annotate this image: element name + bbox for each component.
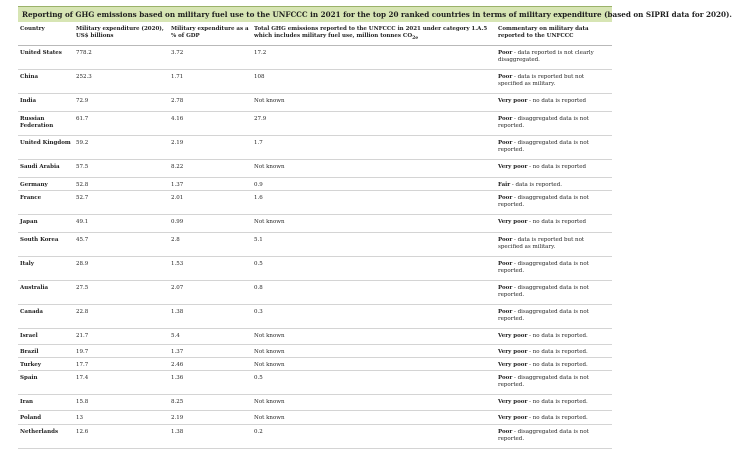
commentary-cell [496, 190, 612, 214]
country-cell: Japan [20, 218, 38, 225]
expenditure-cell: 61.7 [76, 115, 89, 122]
country-cell: Poland [20, 414, 42, 421]
table-row [18, 177, 612, 190]
comment-text: - disaggregated data is not reported. [498, 194, 589, 208]
table-row [18, 45, 612, 69]
comment-text: - no data is reported. [527, 361, 588, 368]
table-row [18, 69, 612, 93]
gdp-cell: 1.53 [171, 260, 184, 267]
expenditure-cell: 12.6 [76, 428, 89, 435]
gdp-cell: 1.71 [171, 73, 184, 80]
expenditure-cell: 15.8 [76, 398, 89, 405]
emissions-cell: 17.2 [254, 49, 267, 56]
gdp-cell: 1.38 [171, 428, 184, 435]
emissions-cell: 0.5 [254, 260, 263, 267]
emissions-cell: 0.3 [254, 308, 263, 315]
country-cell: Brazil [20, 348, 39, 355]
gdp-cell: 1.37 [171, 181, 184, 188]
expenditure-cell: 49.1 [76, 218, 89, 225]
table-row [18, 214, 612, 232]
emissions-cell: Not known [254, 218, 285, 225]
rating-label: Poor [498, 260, 513, 267]
rating-label: Poor [498, 139, 513, 146]
commentary-cell [496, 232, 612, 256]
country-cell: China [20, 73, 39, 80]
gdp-cell: 5.4 [171, 332, 180, 339]
table-row [18, 394, 612, 410]
rating-label: Poor [498, 73, 513, 80]
commentary-cell [496, 370, 612, 394]
comment-text: - data is reported. [510, 181, 562, 188]
emissions-cell: Not known [254, 398, 285, 405]
rating-label: Poor [498, 115, 513, 122]
country-cell: Germany [20, 181, 48, 188]
expenditure-cell: 17.4 [76, 374, 89, 381]
header-row [18, 24, 612, 45]
rating-label: Very poor [498, 332, 528, 339]
commentary-cell [496, 177, 612, 190]
commentary-cell [496, 304, 612, 328]
gdp-cell: 2.46 [171, 361, 184, 368]
comment-text: - disaggregated data is not reported. [498, 139, 589, 153]
gdp-cell: 3.72 [171, 49, 184, 56]
comment-text: - disaggregated data is not reported. [498, 308, 589, 322]
emissions-cell: Not known [254, 97, 285, 104]
commentary-cell [496, 69, 612, 93]
comment-text: - disaggregated data is not reported. [498, 284, 589, 298]
commentary-cell [496, 159, 612, 177]
rating-label: Very poor [498, 361, 528, 368]
comment-text: - data is reported but not specified as military. [498, 73, 585, 87]
expenditure-cell: 57.5 [76, 163, 89, 170]
emissions-cell: 1.7 [254, 139, 263, 146]
commentary-cell [496, 45, 612, 69]
header-emissions [252, 24, 496, 45]
country-cell: Canada [20, 308, 43, 315]
commentary-cell [496, 410, 612, 424]
table-row [18, 370, 612, 394]
expenditure-cell: 28.9 [76, 260, 89, 267]
country-cell: Saudi Arabia [20, 163, 60, 170]
header-commentary: Commentary on military data reported to the UNFCCC [498, 26, 589, 39]
rating-label: Poor [498, 428, 513, 435]
expenditure-cell: 52.8 [76, 181, 89, 188]
country-cell: Israel [20, 332, 38, 339]
table-row [18, 190, 612, 214]
table-title: Reporting of GHG emissions based on military fuel use to the UNFCCC in 2021 for the top 20 ranked countries in terms of military expenditure (based on SIPRI data for 2020). [18, 6, 612, 22]
rating-label: Fair [498, 181, 511, 188]
table-row [18, 424, 612, 448]
comment-text: - no data is reported. [527, 398, 588, 405]
rating-label: Poor [498, 194, 513, 201]
country-cell: United States [20, 49, 62, 56]
commentary-cell [496, 344, 612, 357]
table-row [18, 93, 612, 111]
gdp-cell: 2.8 [171, 236, 180, 243]
commentary-cell [496, 214, 612, 232]
rating-label: Very poor [498, 398, 528, 405]
rating-label: Poor [498, 284, 513, 291]
header-emissions-text: Total GHG emissions reported to the UNFCCC in 2021 under category 1.A.5 which includes military fuel use, million tonnes CO [254, 26, 488, 39]
emissions-cell: 0.5 [254, 374, 263, 381]
expenditure-cell: 27.5 [76, 284, 89, 291]
rating-label: Poor [498, 236, 513, 243]
emissions-cell: 108 [254, 73, 265, 80]
comment-text: - no data is reported. [527, 348, 588, 355]
table-row [18, 111, 612, 135]
country-cell: Australia [20, 284, 49, 291]
country-cell: Turkey [20, 361, 41, 368]
rating-label: Very poor [498, 218, 528, 225]
expenditure-cell: 17.7 [76, 361, 89, 368]
comment-text: - disaggregated data is not reported. [498, 374, 589, 388]
gdp-cell: 0.99 [171, 218, 184, 225]
comment-text: - disaggregated data is not reported. [498, 115, 589, 129]
gdp-cell: 4.16 [171, 115, 184, 122]
rating-label: Poor [498, 374, 513, 381]
rating-label: Poor [498, 49, 513, 56]
country-cell: France [20, 194, 42, 201]
header-expenditure: Military expenditure (2020), US$ billions [76, 26, 164, 39]
emissions-cell: 0.2 [254, 428, 263, 435]
gdp-cell: 2.19 [171, 139, 184, 146]
gdp-cell: 2.01 [171, 194, 184, 201]
comment-text: - disaggregated data is not reported. [498, 260, 589, 274]
table-row [18, 304, 612, 328]
emissions-cell: Not known [254, 348, 285, 355]
emissions-cell: 0.9 [254, 181, 263, 188]
emissions-cell: 27.9 [254, 115, 267, 122]
rating-label: Very poor [498, 348, 528, 355]
table-row [18, 344, 612, 357]
gdp-cell: 1.36 [171, 374, 184, 381]
table-row [18, 256, 612, 280]
emissions-cell: 0.8 [254, 284, 263, 291]
country-cell: Italy [20, 260, 34, 267]
header-emissions-subscript: 2e [412, 36, 419, 42]
country-cell: South Korea [20, 236, 59, 243]
commentary-cell [496, 111, 612, 135]
table-row [18, 159, 612, 177]
comment-text: - data is reported but not specified as military. [498, 236, 585, 250]
country-cell: India [20, 97, 37, 104]
country-cell: Spain [20, 374, 38, 381]
rating-label: Very poor [498, 97, 528, 104]
gdp-cell: 1.38 [171, 308, 184, 315]
expenditure-cell: 19.7 [76, 348, 89, 355]
rating-label: Very poor [498, 163, 528, 170]
comment-text: - no data is reported. [527, 414, 588, 421]
table-row [18, 280, 612, 304]
expenditure-cell: 13 [76, 414, 83, 421]
emissions-cell: 5.1 [254, 236, 263, 243]
gdp-cell: 2.19 [171, 414, 184, 421]
country-cell: Russian Federation [20, 115, 54, 129]
gdp-cell: 1.37 [171, 348, 184, 355]
commentary-cell [496, 256, 612, 280]
emissions-cell: Not known [254, 332, 285, 339]
rating-label: Poor [498, 308, 513, 315]
commentary-cell [496, 394, 612, 410]
emissions-table [18, 24, 612, 449]
table-row [18, 232, 612, 256]
table-row [18, 410, 612, 424]
commentary-cell [496, 93, 612, 111]
commentary-cell [496, 328, 612, 344]
emissions-cell: 1.6 [254, 194, 263, 201]
country-cell: United Kingdom [20, 139, 71, 146]
header-country: Country [20, 26, 45, 32]
expenditure-cell: 21.7 [76, 332, 89, 339]
expenditure-cell: 72.9 [76, 97, 89, 104]
table-row [18, 135, 612, 159]
comment-text: - no data is reported [527, 218, 587, 225]
comment-text: - disaggregated data is not reported. [498, 428, 589, 442]
expenditure-cell: 778.2 [76, 49, 92, 56]
gdp-cell: 2.78 [171, 97, 184, 104]
expenditure-cell: 45.7 [76, 236, 89, 243]
country-cell: Netherlands [20, 428, 59, 435]
commentary-cell [496, 424, 612, 448]
emissions-cell: Not known [254, 414, 285, 421]
gdp-cell: 2.07 [171, 284, 184, 291]
expenditure-cell: 52.7 [76, 194, 89, 201]
commentary-cell [496, 280, 612, 304]
table-row [18, 357, 612, 370]
gdp-cell: 8.25 [171, 398, 184, 405]
expenditure-cell: 252.3 [76, 73, 92, 80]
rating-label: Very poor [498, 414, 528, 421]
commentary-cell [496, 135, 612, 159]
expenditure-cell: 59.2 [76, 139, 89, 146]
header-gdp: Military expenditure as a % of GDP [171, 26, 249, 39]
emissions-cell: Not known [254, 163, 285, 170]
country-cell: Iran [20, 398, 34, 405]
comment-text: - no data is reported [527, 97, 587, 104]
expenditure-cell: 22.8 [76, 308, 89, 315]
gdp-cell: 8.22 [171, 163, 184, 170]
comment-text: - data reported is not clearly disaggregated. [498, 49, 594, 63]
table-row [18, 328, 612, 344]
comment-text: - no data is reported [527, 163, 587, 170]
emissions-cell: Not known [254, 361, 285, 368]
comment-text: - no data is reported. [527, 332, 588, 339]
commentary-cell [496, 357, 612, 370]
